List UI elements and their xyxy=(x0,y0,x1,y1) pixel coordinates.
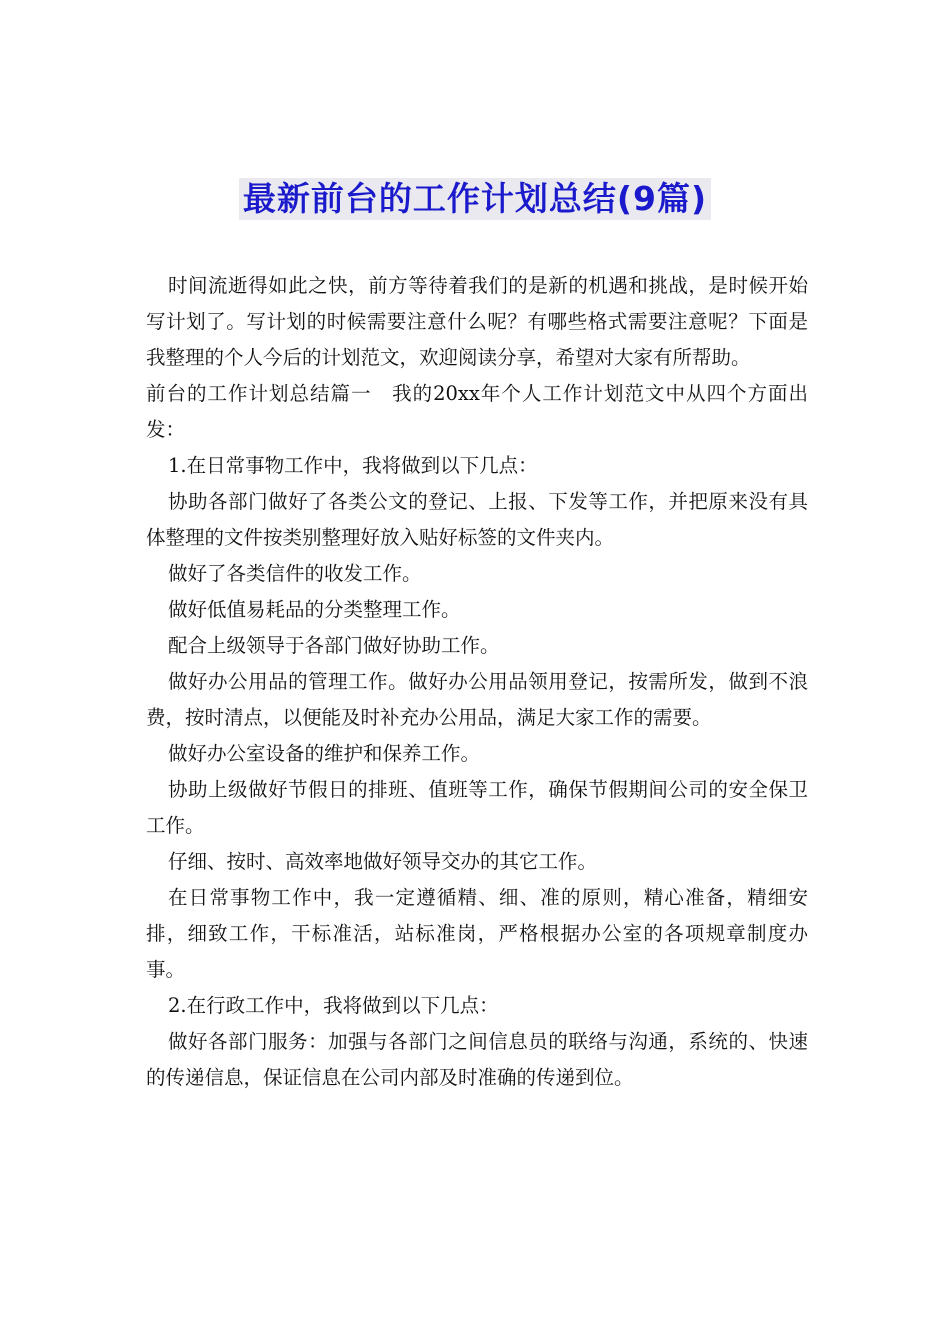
intro-paragraph: 时间流逝得如此之快，前方等待着我们的是新的机遇和挑战，是时候开始写计划了。写计划的时候需要注意什么呢？有哪些格式需要注意呢？下面是我整理的个人今后的计划范文，欢迎阅读分享，希望对大家有所帮助。 xyxy=(146,274,808,369)
body-paragraph: 做好了各类信件的收发工作。 xyxy=(168,562,422,585)
subsection-heading-2: 2.在行政工作中，我将做到以下几点： xyxy=(168,994,499,1017)
subsection-heading-1: 1.在日常事物工作中，我将做到以下几点： xyxy=(168,454,538,477)
title-container xyxy=(0,178,950,220)
body-paragraph: 配合上级领导于各部门做好协助工作。 xyxy=(168,634,500,657)
body-paragraph: 协助上级做好节假日的排班、值班等工作，确保节假期间公司的安全保卫工作。 xyxy=(146,778,808,837)
document-body xyxy=(146,268,808,1096)
body-paragraph: 做好办公室设备的维护和保养工作。 xyxy=(168,742,481,765)
body-paragraph: 协助各部门做好了各类公文的登记、上报、下发等工作，并把原来没有具体整理的文件按类别整理好放入贴好标签的文件夹内。 xyxy=(146,490,808,549)
body-paragraph: 做好各部门服务：加强与各部门之间信息员的联络与沟通，系统的、快速的传递信息，保证信息在公司内部及时准确的传递到位。 xyxy=(146,1030,808,1089)
body-paragraph: 仔细、按时、高效率地做好领导交办的其它工作。 xyxy=(168,850,598,873)
document-title: 最新前台的工作计划总结(9篇) xyxy=(239,178,711,220)
body-paragraph: 做好办公用品的管理工作。做好办公用品领用登记，按需所发，做到不浪费，按时清点，以便能及时补充办公用品，满足大家工作的需要。 xyxy=(146,670,808,729)
section-heading-1: 前台的工作计划总结篇一 我的20xx年个人工作计划范文中从四个方面出发： xyxy=(146,382,808,441)
body-paragraph: 在日常事物工作中，我一定遵循精、细、准的原则，精心准备，精细安排，细致工作，干标准活，站标准岗，严格根据办公室的各项规章制度办事。 xyxy=(146,886,808,981)
body-paragraph: 做好低值易耗品的分类整理工作。 xyxy=(168,598,461,621)
